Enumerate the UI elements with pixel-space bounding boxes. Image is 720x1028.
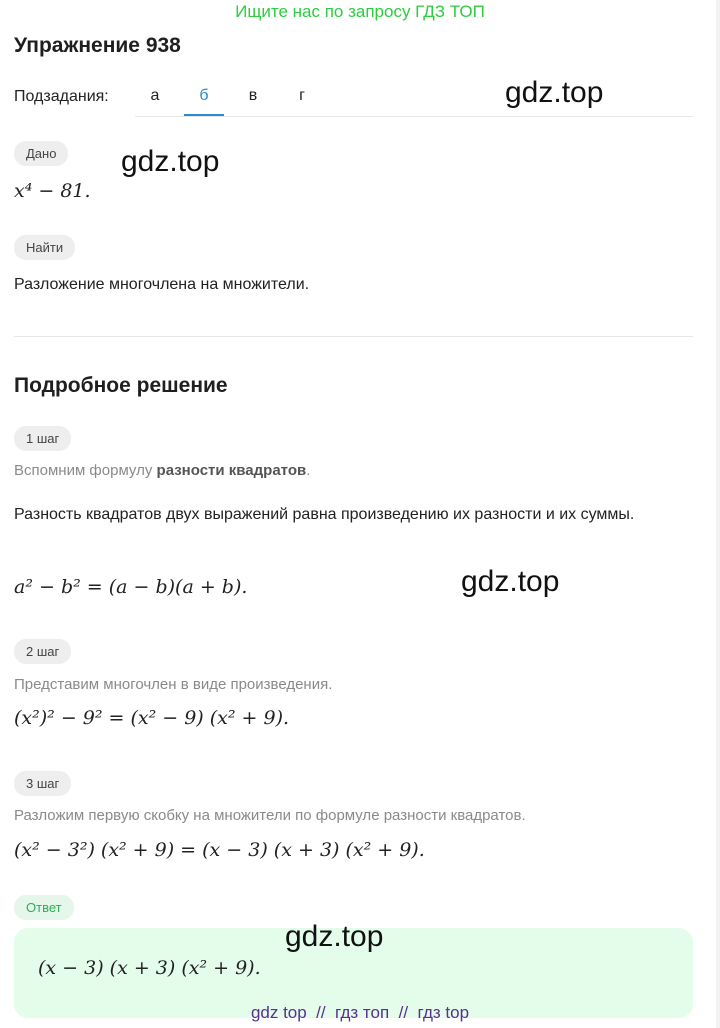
step-3-hint: Разложим первую скобку на множители по формуле разности квадратов.	[14, 807, 526, 824]
watermark: gdz.top	[285, 920, 384, 953]
given-chip: Дано	[14, 141, 68, 166]
find-chip: Найти	[14, 235, 75, 260]
step-3-formula: (x² − 3²) (x² + 9) = (x − 3) (x + 3) (x² + 9).	[14, 839, 425, 861]
footer-links[interactable]: gdz top // гдз топ // гдз top	[250, 1003, 470, 1022]
page-title: Упражнение 938	[14, 34, 181, 57]
step-1-text: Разность квадратов двух выражений равна произведению их разности и их суммы.	[14, 506, 635, 523]
watermark: gdz.top	[505, 76, 604, 109]
watermark: gdz.top	[121, 145, 220, 178]
promo-banner: Ищите нас по запросу ГДЗ ТОП	[235, 2, 485, 21]
step-2-formula: (x²)² − 9² = (x² − 9) (x² + 9).	[14, 707, 290, 729]
answer-formula: (x − 3) (x + 3) (x² + 9).	[38, 957, 261, 979]
tab-a[interactable]: а	[150, 87, 160, 104]
find-text: Разложение многочлена на множители.	[14, 276, 310, 293]
step-1-hint-bold: разности квадратов	[156, 462, 307, 479]
tab-g[interactable]: г	[299, 87, 305, 104]
step-1-chip: 1 шаг	[14, 426, 71, 451]
tab-b[interactable]: б	[184, 78, 224, 116]
subtasks-label: Подзадания:	[14, 88, 109, 105]
tab-v[interactable]: в	[248, 87, 258, 104]
scrollbar[interactable]	[716, 0, 720, 1028]
step-1-hint-suffix: .	[306, 462, 311, 479]
watermark: gdz.top	[461, 565, 560, 598]
subtasks-tabs	[135, 78, 693, 117]
solution-heading: Подробное решение	[14, 374, 228, 397]
given-expression: x⁴ − 81.	[14, 180, 91, 202]
answer-chip: Ответ	[14, 895, 74, 920]
step-3-chip: 3 шаг	[14, 771, 71, 796]
step-1-hint-prefix: Вспомним формулу	[14, 462, 157, 479]
step-2-chip: 2 шаг	[14, 639, 71, 664]
step-1-formula: a² − b² = (a − b)(a + b).	[14, 576, 248, 598]
divider	[14, 336, 693, 337]
step-1-hint	[14, 462, 310, 479]
step-2-hint: Представим многочлен в виде произведения.	[14, 676, 333, 693]
